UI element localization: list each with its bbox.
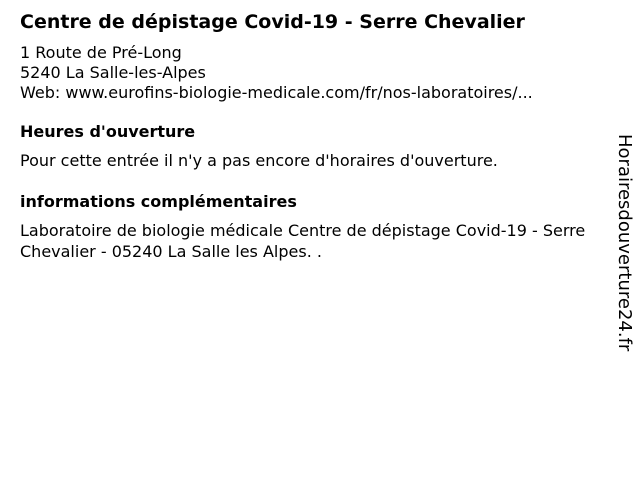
additional-info-text: Laboratoire de biologie médicale Centre de dépistage Covid-19 - Serre Chevalier - 05240 La Salle les Alpes. . xyxy=(20,221,586,261)
page-title: Centre de dépistage Covid-19 - Serre Chevalier xyxy=(20,11,525,33)
place-details xyxy=(20,9,600,262)
additional-info-heading: informations complémentaires xyxy=(20,192,297,211)
opening-hours-text: Pour cette entrée il n'y a pas encore d'horaires d'ouverture. xyxy=(20,151,498,170)
street-address: 1 Route de Pré-Long xyxy=(20,43,182,62)
website-link[interactable]: Web: www.eurofins-biologie-medicale.com/fr/nos-laboratoires/... xyxy=(20,83,533,102)
site-watermark: Horairesdouverture24.fr xyxy=(614,134,635,352)
postal-city: 5240 La Salle-les-Alpes xyxy=(20,63,206,82)
opening-hours-heading: Heures d'ouverture xyxy=(20,122,196,141)
address-block xyxy=(20,43,600,103)
